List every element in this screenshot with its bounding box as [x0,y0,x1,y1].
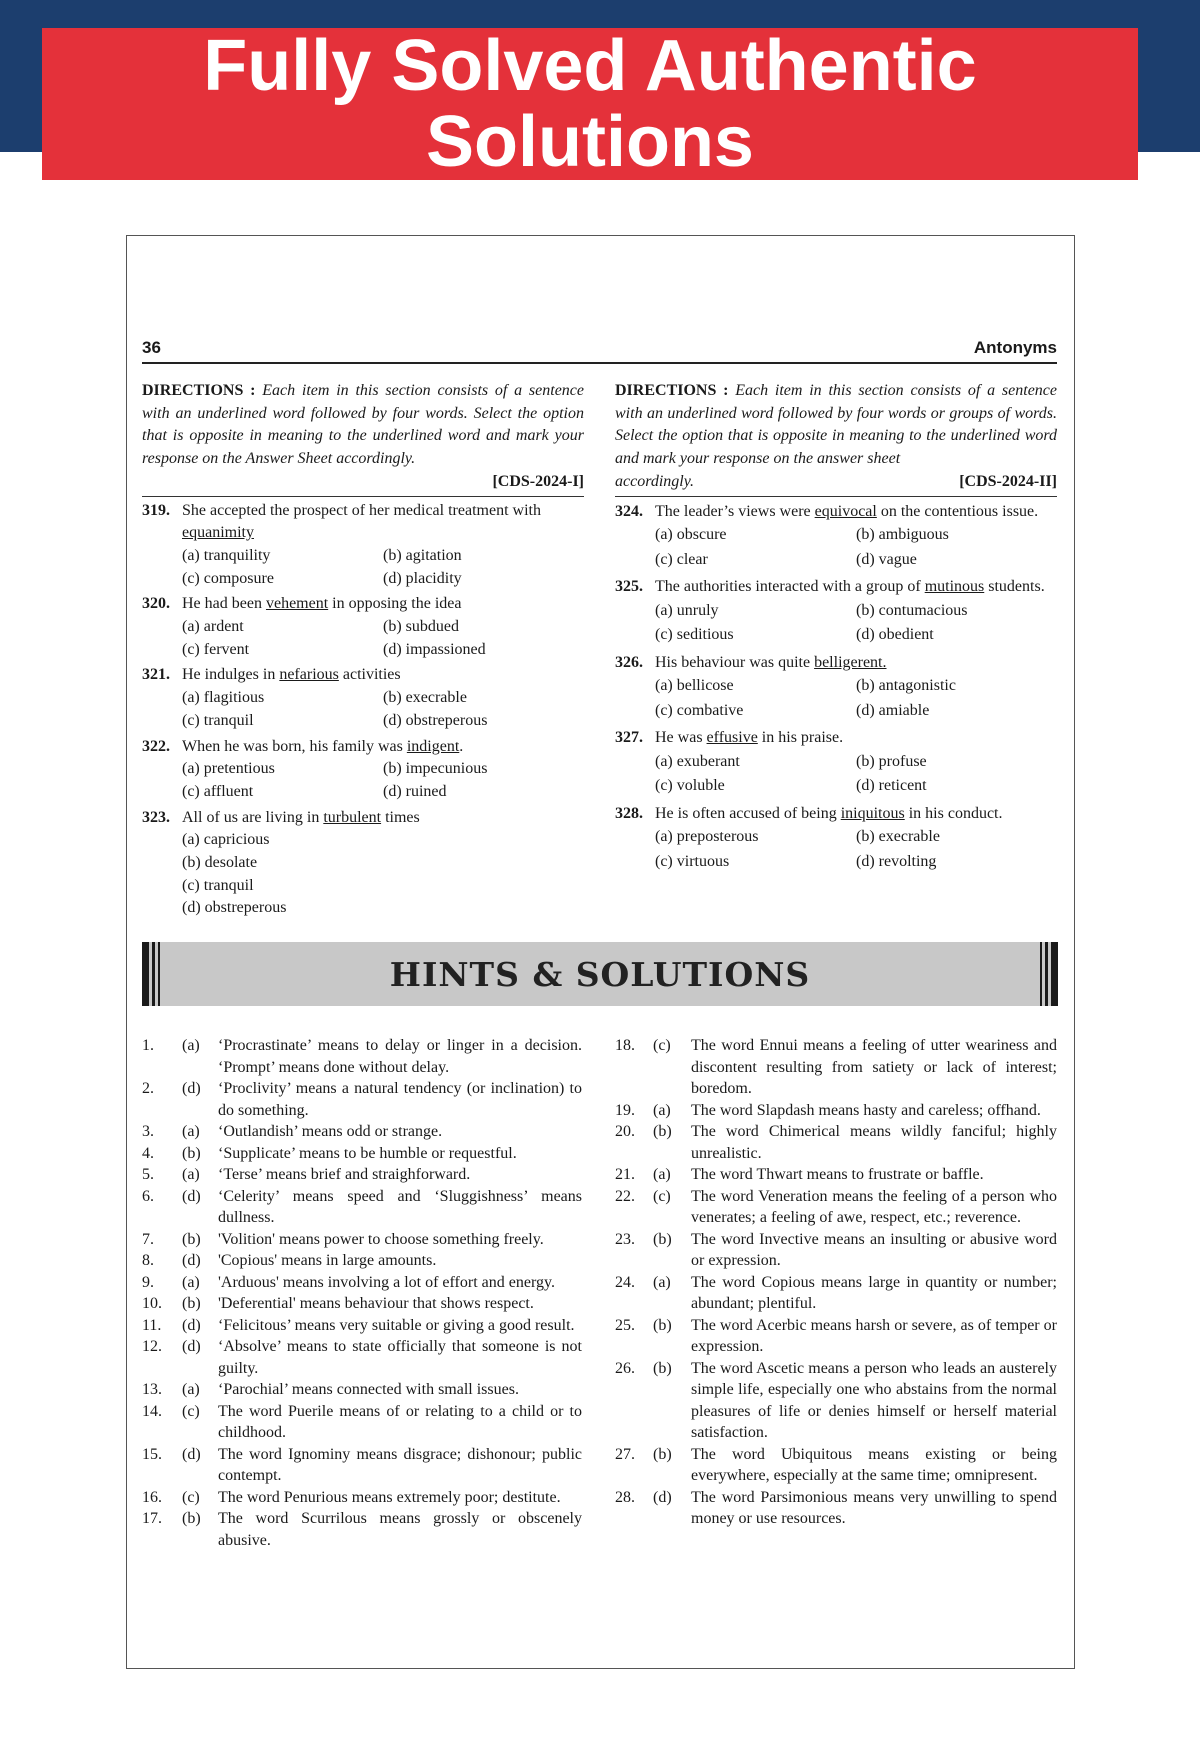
question-number: 320. [142,595,170,613]
solution-item [615,1121,1057,1164]
option-d: (d) ruined [383,782,447,800]
solution-text: The word Penurious means extremely poor; destitute. [218,1488,561,1506]
solution-number: 15. [142,1445,162,1463]
solution-answer: (b) [182,1144,201,1162]
solution-item [142,1336,582,1379]
solution-item [142,1379,582,1401]
question-text-end: in his conduct. [904,804,1003,822]
solution-item [615,1315,1057,1358]
options-grid [142,545,584,590]
solution-item [615,1358,1057,1444]
solution-answer: (d) [182,1252,201,1269]
question-number: 324. [615,502,643,520]
solution-answer: (a) [182,1381,200,1398]
solution-answer: (b) [182,1510,201,1527]
option-a: (a) ardent [182,618,244,636]
solution-number: 8. [142,1252,154,1269]
option-c: (c) voluble [655,777,725,795]
solution-item [615,1035,1057,1100]
option-c: (c) combative [655,701,744,719]
option-d: (d) reticent [856,777,927,795]
question-text: He was [655,729,707,747]
question-number: 328. [615,804,643,822]
question-text: The authorities interacted with a group of [655,578,925,596]
solution-text: The word Ennui means a feeling of utter weariness and discontent resulting from satiety or lack of interest; boredom. [691,1037,1057,1097]
question-item [615,802,1057,826]
solution-text: The word Slapdash means hasty and careless; offhand. [691,1101,1041,1119]
question-item [142,593,584,616]
decorative-bars-right [1040,942,1058,1006]
solution-answer: (b) [653,1359,672,1377]
question-text-end: in his praise. [757,729,844,747]
solution-number: 4. [142,1144,154,1162]
hints-title: HINTS & SOLUTIONS [389,954,811,994]
solution-number: 17. [142,1510,162,1527]
directions-source: [CDS-2024-II] [959,472,1057,490]
underlined-word: mutinous [924,578,985,596]
solution-answer: (a) [182,1166,200,1183]
question-text: All of us are living in [182,808,324,826]
options-grid [142,758,584,803]
solution-text: The word Invective means an insulting or abusive word or expression. [691,1230,1057,1269]
question-item [615,500,1057,524]
question-text-end: activities [338,666,401,684]
option-b: (b) impecunious [383,760,488,778]
option-c: (c) tranquil [182,876,254,894]
options-grid [615,599,1057,648]
solution-number: 19. [615,1101,635,1119]
title-banner [42,28,1138,180]
option-c: (c) clear [655,550,708,568]
solution-answer: (b) [653,1230,672,1248]
option-b: (b) subdued [383,618,459,636]
solution-text: The word Ascetic means a person who leads an austerely simple life, especially one who abstains from the normal pleasures of life or denies himself or herself material satisfaction. [691,1359,1057,1441]
solution-item [142,1293,582,1315]
question-text-end: . [459,737,464,755]
solution-answer: (c) [182,1402,200,1420]
decorative-bars-left [142,942,160,1006]
directions-tail: accordingly. [615,472,694,490]
solutions-left-column [142,1035,582,1551]
option-a: (a) pretentious [182,760,275,778]
solution-answer: (d) [182,1316,201,1334]
solution-text: 'Arduous' means involving a lot of effort and energy. [218,1273,555,1291]
underlined-word: belligerent. [814,653,887,671]
directions-right [615,380,1057,497]
options-grid [615,674,1057,723]
solution-item [142,1035,582,1078]
solution-item [142,1121,582,1143]
question-text: His behaviour was quite [655,653,815,671]
solution-answer: (d) [182,1338,201,1355]
solution-text: The word Ubiquitous means existing or being everywhere, especially at the same time; omnipresent. [691,1445,1057,1484]
solution-item [615,1229,1057,1272]
solution-number: 24. [615,1273,635,1291]
question-number: 323. [142,808,170,826]
solution-answer: (a) [653,1166,671,1183]
option-a: (a) bellicose [655,677,734,695]
question-text: He indulges in [182,666,280,684]
section-title: Antonyms [973,338,1057,357]
solution-number: 14. [142,1402,162,1420]
solution-text: ‘Felicitous’ means very suitable or giving a good result. [218,1316,575,1334]
solution-item [142,1186,582,1229]
solution-answer: (a) [653,1101,671,1119]
solution-text: The word Veneration means the feeling of a person who venerates; a feeling of awe, respect, etc.; reverence. [691,1187,1057,1226]
solution-answer: (d) [653,1488,672,1506]
solution-number: 1. [142,1037,154,1054]
option-b: (b) antagonistic [856,677,956,695]
directions-source: [CDS-2024-I] [492,472,584,490]
solution-answer: (d) [182,1445,201,1463]
option-b: (b) agitation [383,546,462,564]
solutions-right-column [615,1035,1057,1530]
option-c: (c) seditious [655,626,734,644]
underlined-word: iniquitous [840,804,905,822]
solution-text: ‘Parochial’ means connected with small issues. [218,1381,519,1398]
option-d: (d) obstreperous [182,899,287,917]
solution-item [142,1078,582,1121]
question-text: She accepted the prospect of her medical treatment with [182,501,541,519]
option-c: (c) tranquil [182,711,254,729]
solution-answer: (b) [653,1316,672,1334]
option-d: (d) revolting [856,852,937,870]
question-text-end: on the contentious issue. [876,502,1039,520]
solution-number: 23. [615,1230,635,1248]
directions-text: Each item in this section consists of a sentence with an underlined word followed by four words. Select the option that is opposite in meaning to the underlined word and mark your response on the Answer Sheet accordingly. [142,382,584,468]
solution-answer: (d) [182,1187,201,1205]
option-d: (d) impassioned [383,640,486,658]
solution-answer: (b) [653,1123,672,1140]
solution-text: ‘Absolve’ means to state officially that someone is not guilty. [218,1338,582,1377]
question-item [615,575,1057,599]
directions-left [142,380,584,497]
solution-item [142,1444,582,1487]
question-item [142,500,584,545]
question-text: He had been [182,595,266,613]
question-text-end: in opposing the idea [328,595,462,613]
solution-text: The word Scurrilous means grossly or obscenely abusive. [218,1510,582,1549]
question-number: 319. [142,501,170,519]
option-b: (b) execrable [383,689,467,707]
solution-number: 6. [142,1187,154,1205]
solution-text: ‘Proclivity’ means a natural tendency (or inclination) to do something. [218,1080,582,1119]
solution-answer: (d) [182,1080,201,1097]
solution-number: 21. [615,1166,635,1183]
question-number: 326. [615,653,643,671]
hints-solutions-header [142,942,1058,1006]
options-grid [142,687,584,732]
solution-item [615,1444,1057,1487]
question-number: 325. [615,578,643,596]
underlined-word: effusive [706,729,758,747]
solution-answer: (a) [182,1037,200,1054]
solution-text: 'Copious' means in large amounts. [218,1252,437,1269]
solution-number: 16. [142,1488,162,1506]
solution-answer: (a) [653,1273,671,1291]
solution-item [615,1186,1057,1229]
question-text-end: times [381,808,420,826]
solution-number: 12. [142,1338,162,1355]
solution-number: 5. [142,1166,154,1183]
solution-item [615,1164,1057,1186]
underlined-word: turbulent [323,808,382,826]
page-header [142,336,1057,364]
solution-number: 28. [615,1488,635,1506]
solution-text: The word Acerbic means harsh or severe, as of temper or expression. [691,1316,1057,1355]
solution-number: 20. [615,1123,635,1140]
solution-answer: (c) [653,1037,671,1054]
underlined-word: equivocal [814,502,877,520]
solution-item [142,1143,582,1165]
option-d: (d) obstreperous [383,711,488,729]
option-c: (c) virtuous [655,852,730,870]
options-grid [615,825,1057,874]
question-item [142,664,584,687]
solution-number: 25. [615,1316,635,1334]
underlined-word: indigent [406,737,460,755]
question-number: 321. [142,666,170,684]
directions-label: DIRECTIONS : [615,382,729,399]
banner-title-line1: Fully Solved Authentic [203,26,977,106]
solution-text: ‘Supplicate’ means to be humble or requestful. [218,1144,517,1162]
solution-text: ‘Procrastinate’ means to delay or linger in a decision. ‘Prompt’ means done without delay. [218,1037,582,1076]
option-d: (d) obedient [856,626,934,644]
option-c: (c) affluent [182,782,254,800]
solution-text: The word Thwart means to frustrate or baffle. [691,1166,984,1183]
question-item [142,807,584,830]
question-text: When he was born, his family was [182,737,407,755]
questions-right-column [615,380,1057,874]
option-a: (a) capricious [182,831,270,849]
banner-title-line2: Solutions [426,102,754,182]
question-item [615,651,1057,675]
solution-answer: (a) [182,1273,200,1291]
solution-number: 27. [615,1445,635,1463]
solution-text: The word Parsimonious means very unwilling to spend money or use resources. [691,1488,1057,1527]
solution-text: The word Copious means large in quantity or number; abundant; plentiful. [691,1273,1057,1312]
solution-text: 'Deferential' means behaviour that shows respect. [218,1295,534,1312]
underlined-word: nefarious [279,666,339,684]
options-grid [615,523,1057,572]
question-number: 327. [615,729,643,747]
option-a: (a) obscure [655,526,727,544]
solution-answer: (c) [182,1488,200,1506]
solution-number: 9. [142,1273,154,1291]
solution-text: ‘Terse’ means brief and straighforward. [218,1166,471,1183]
question-text: He is often accused of being [655,804,841,822]
solution-item [615,1272,1057,1315]
solution-text: 'Volition' means power to choose something freely. [218,1230,544,1248]
solution-text: The word Puerile means of or relating to a child or to childhood. [218,1402,582,1441]
solution-answer: (b) [182,1295,201,1312]
question-text-end: students. [984,578,1045,596]
solution-text: ‘Outlandish’ means odd or strange. [218,1123,443,1140]
question-number: 322. [142,737,170,755]
solution-item [142,1164,582,1186]
solution-number: 2. [142,1080,154,1097]
solution-item [142,1487,582,1509]
solution-number: 22. [615,1187,635,1205]
solution-item [142,1272,582,1294]
option-a: (a) flagitious [182,689,265,707]
solution-number: 18. [615,1037,635,1054]
question-text: The leader’s views were [655,502,815,520]
solution-number: 13. [142,1381,162,1398]
option-c: (c) composure [182,569,274,587]
option-a: (a) unruly [655,601,719,619]
solution-number: 11. [142,1316,162,1334]
option-b: (b) execrable [856,828,940,846]
solution-item [142,1315,582,1337]
option-a: (a) preposterous [655,828,759,846]
option-c: (c) fervent [182,640,250,658]
solution-item [142,1508,582,1551]
options-grid [142,616,584,661]
solution-number: 7. [142,1230,154,1248]
question-item [142,736,584,759]
option-d: (d) vague [856,550,917,568]
solution-number: 10. [142,1295,162,1312]
solution-item [615,1487,1057,1530]
option-b: (b) desolate [182,854,258,872]
solution-text: The word Chimerical means wildly fanciful; highly unrealistic. [691,1123,1057,1162]
solution-number: 3. [142,1123,154,1140]
directions-label: DIRECTIONS : [142,382,256,399]
question-item [615,726,1057,750]
solution-item [142,1229,582,1251]
option-b: (b) contumacious [856,601,968,619]
solution-item [615,1100,1057,1122]
solution-text: The word Ignominy means disgrace; dishonour; public contempt. [218,1445,582,1484]
underlined-word: vehement [265,595,329,613]
options-grid [615,750,1057,799]
questions-left-column [142,380,584,920]
directions-text: Each item in this section consists of a sentence with an underlined word followed by four words or groups of words. Select the option that is opposite in meaning to the underlined word and mark your response on the answer sheet [615,382,1057,468]
option-a: (a) exuberant [655,752,740,770]
solution-answer: (a) [182,1123,200,1140]
solution-item [142,1401,582,1444]
solution-text: ‘Celerity’ means speed and ‘Sluggishness’ means dullness. [218,1187,582,1226]
option-b: (b) ambiguous [856,526,949,544]
option-a: (a) tranquility [182,546,271,564]
solution-item [142,1250,582,1272]
solution-answer: (b) [182,1230,201,1248]
solution-answer: (c) [653,1187,671,1205]
option-d: (d) placidity [383,569,462,587]
option-b: (b) profuse [856,752,927,770]
solution-answer: (b) [653,1445,672,1463]
option-d: (d) amiable [856,701,930,719]
page-number: 36 [142,338,161,357]
solution-number: 26. [615,1359,635,1377]
underlined-word: equanimity [182,524,254,542]
